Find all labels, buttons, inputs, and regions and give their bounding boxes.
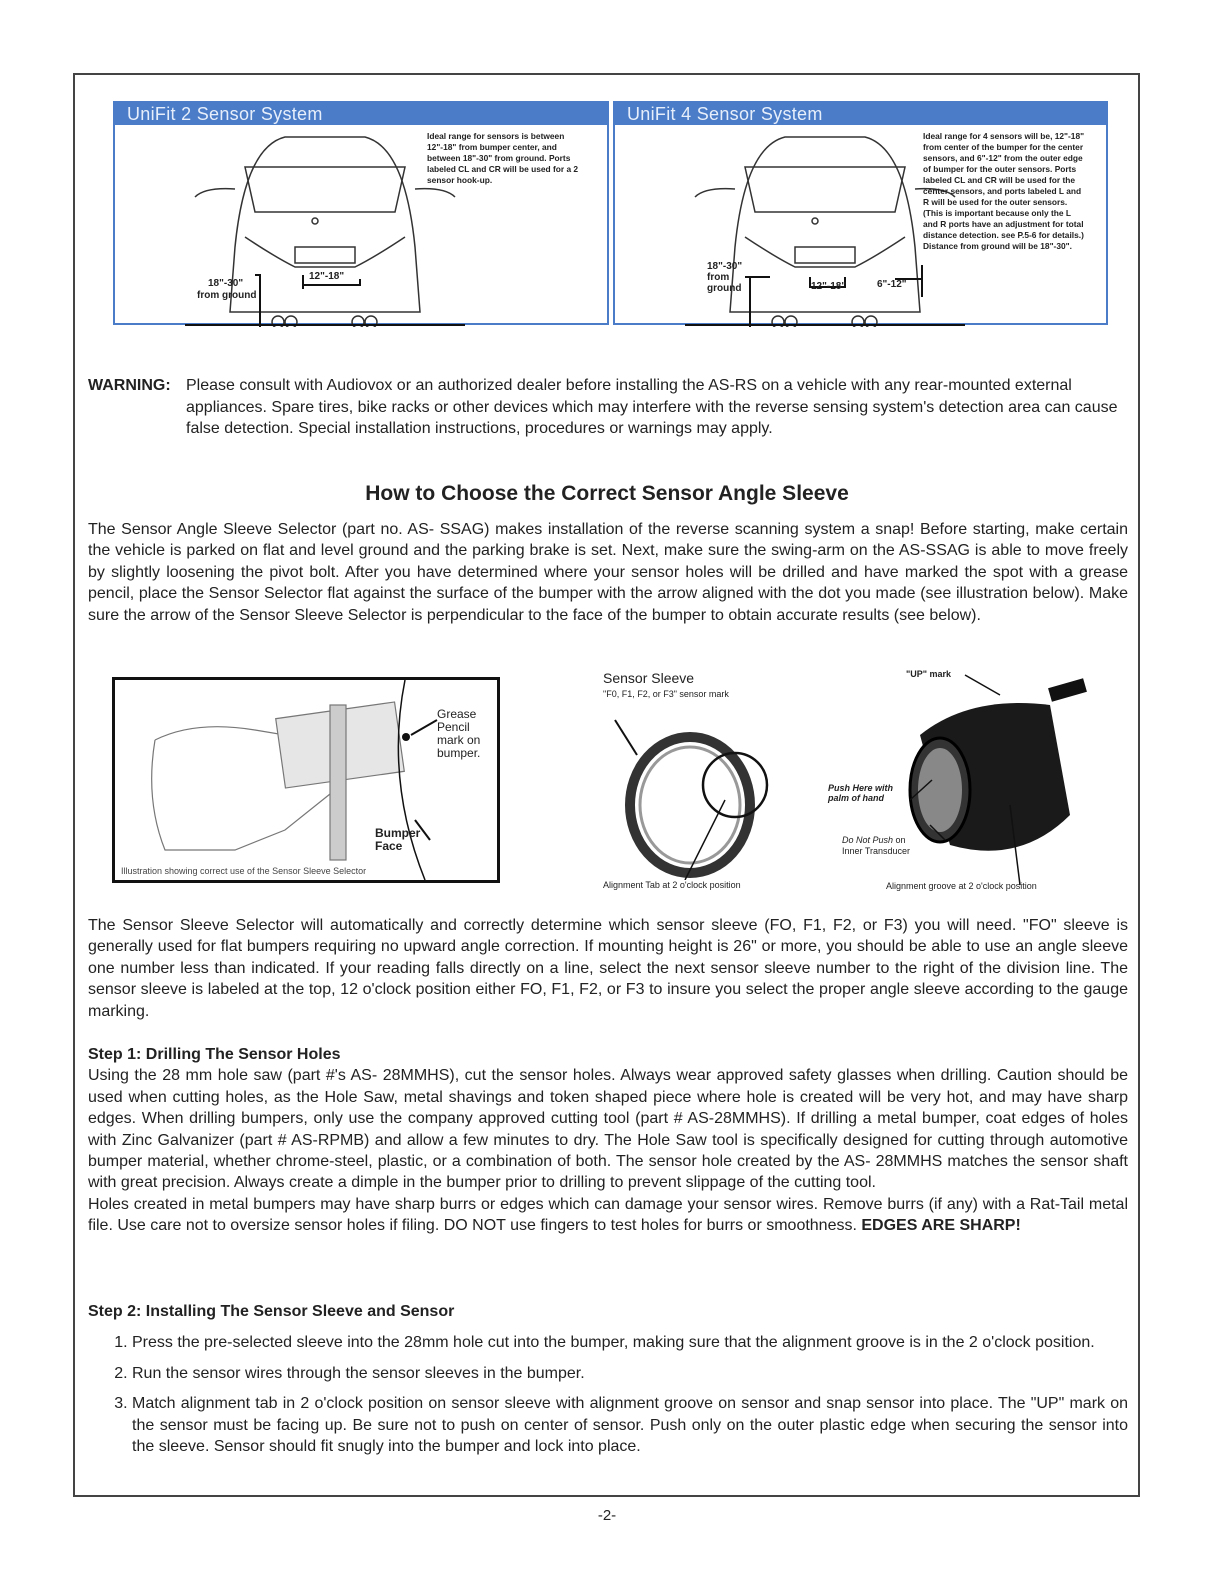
unifit-4-panel: [613, 101, 1108, 325]
panel-note: Ideal range for sensors is between 12"-18" from bumper center, and between 18"-30" from ground. Ports labeled CL and CR will be used for a 2 sensor hook-up.: [427, 131, 579, 185]
inner-transducer-label: Inner Transducer: [842, 846, 911, 856]
intro-paragraph: The Sensor Angle Sleeve Selector (part no. AS- SSAG) makes installation of the reverse scanning system a snap! Before starting, make certain the vehicle is parked on flat and level ground and the parking brake is set. Next, make sure the swing-arm on the AS-SSAG is able to move freely by slightly loosening the pivot bolt. After you have determined where your sensor holes will be drilled and have marked the spot with a grease pencil, place the Sensor Selector flat against the surface of the bumper with the arrow aligned with the dot you made (see illustration below). Make sure the arrow of the Sensor Sleeve Selector is perpendicular to the face of the bumper to obtain accurate results (see below).: [88, 521, 1128, 624]
do-not-push-emphasis: Do Not Push: [842, 835, 894, 845]
height-dimension-label: 18"-30": [707, 261, 743, 272]
step-1-burrs-text: Holes created in metal bumpers may have sharp burrs or edges which can damage your sensor wires. Remove burrs (if any) with a Rat-Tail metal file. Use care not to oversize sensor holes if filing. DO NOT use fingers to test holes for burrs or smoothness.: [88, 1195, 1128, 1235]
center-dimension-label: 12"-18": [811, 281, 847, 292]
step-1-section: [88, 1044, 1128, 1237]
step-2-list: [88, 1332, 1128, 1457]
up-mark-label: "UP" mark: [906, 669, 952, 679]
step-1-text: Using the 28 mm hole saw (part #'s AS- 28MMHS), cut the sensor holes. Always wear approved safety glasses when drilling. Caution should be used when cutting holes, as the Hole Saw, metal shavings and token shaped piece where hole is created will be very hot, and may have sharp edges. When drilling bumpers, only use the company approved cutting tool (part # AS-28MMHS). If drilling a metal bumper, coat edges of holes with Zinc Galvanizer (part # AS-RPMB) and allow a few minutes to dry. The Hole Saw tool is specifically designed for cutting through automotive bumper material, whether chrome-steel, plastic, or a combination of both. The sensor hole created by the AS- 28MMHS matches the sensor shaft with great precision. Always create a dimple in the bumper prior to drilling to prevent slippage of the cutting tool.: [88, 1067, 1128, 1192]
sensor-sleeve-title: Sensor Sleeve: [603, 670, 695, 686]
step-1-text-2: [88, 1194, 1128, 1237]
selector-illustration: [112, 677, 500, 883]
center-dimension-label: 12"-18": [309, 271, 345, 282]
step-2-title: Step 2: Installing The Sensor Sleeve and Sensor: [88, 1303, 455, 1320]
warning-label: WARNING:: [88, 377, 171, 394]
height-dimension-sublabel: from ground: [197, 290, 257, 301]
push-here-label: Push Here with palm of hand: [828, 783, 894, 803]
figure-caption: Alignment groove at 2 o'clock position: [886, 881, 1037, 891]
sharp-edges-warning: EDGES ARE SHARP!: [861, 1217, 1021, 1235]
unifit-2-panel: [113, 101, 609, 325]
bumper-face-label: Bumper Face: [375, 826, 421, 853]
sensor-mark-label: "F0, F1, F2, or F3" sensor mark: [603, 689, 729, 699]
height-dimension-label: 18"-30": [208, 278, 244, 289]
do-not-push-on: on: [893, 835, 906, 845]
warning-block: [88, 375, 1128, 440]
step-2-section: [88, 1301, 1128, 1466]
list-item: 1. Press the pre-selected sleeve into the 28mm hole cut into the bumper, making sure that the alignment groove is in the 2 o'clock position.: [132, 1332, 1128, 1353]
outer-dimension-label: 6"-12": [877, 279, 907, 290]
list-item: 2. Run the sensor wires through the sensor sleeves in the bumper.: [132, 1363, 1128, 1384]
sleeve-photo: [595, 700, 795, 880]
figure-caption: Alignment Tab at 2 o'clock position: [603, 880, 741, 890]
section-heading: How to Choose the Correct Sensor Angle Sleeve: [365, 482, 849, 505]
panel-title: UniFit 4 Sensor System: [615, 103, 1106, 125]
height-dimension-sublabel: from: [707, 272, 730, 283]
page-number: -2-: [597, 1507, 617, 1524]
sensor-sleeve-figure: [595, 670, 795, 895]
grease-pencil-label: Grease Pencil mark on bumper.: [437, 707, 481, 760]
sensor-figure: [820, 665, 1110, 895]
list-item: 3. Match alignment tab in 2 o'clock position on sensor sleeve with alignment groove on sensor and snap sensor into place. The "UP" mark on the sensor must be facing up. Be sure not to push on center of sensor. Push only on the outer plastic edge when securing the sensor into the sleeve. Sensor should fit snugly into the bumper and lock into place.: [132, 1393, 1128, 1457]
selector-paragraph: The Sensor Sleeve Selector will automatically and correctly determine which sensor sleeve (FO, F1, F2, or F3) you will need. "FO" sleeve is generally used for flat bumpers requiring no upward angle correction. If mounting height is 26" or more, you should be able to use an angle sleeve one number less than indicated. If your reading falls directly on a line, select the next sensor sleeve number to the right of the division line. The sensor sleeve is labeled at the top, 12 o'clock position either FO, F1, F2, or F3 to insure you select the proper angle sleeve according to the gauge marking.: [88, 917, 1128, 1020]
height-dimension-sublabel: ground: [707, 283, 742, 294]
panel-title: UniFit 2 Sensor System: [115, 103, 607, 125]
panel-note: Ideal range for 4 sensors will be, 12"-18" from center of the bumper for the center sensors, and 6"-12" from the outer edge of bumper for the outer sensors. Ports labeled CL and CR will be used for the center sensors, and ports labeled L and R will be used for the outer sensors. (This is important because only the L and R ports have an adjustment for total distance detection. see P.5-6 for details.) Distance from ground will be 18"-30".: [923, 131, 1085, 251]
step-1-title: Step 1: Drilling The Sensor Holes: [88, 1046, 341, 1063]
do-not-push-label: [842, 835, 906, 845]
figure-caption: Illustration showing correct use of the Sensor Sleeve Selector: [121, 866, 367, 876]
warning-text: Please consult with Audiovox or an authorized dealer before installing the AS-RS on a vehicle with any rear-mounted external appliances. Spare tires, bike racks or other devices which may interfere with the reverse sensing system's detection area can cause false detection. Special installation instructions, procedures or warnings may apply.: [186, 377, 1118, 437]
